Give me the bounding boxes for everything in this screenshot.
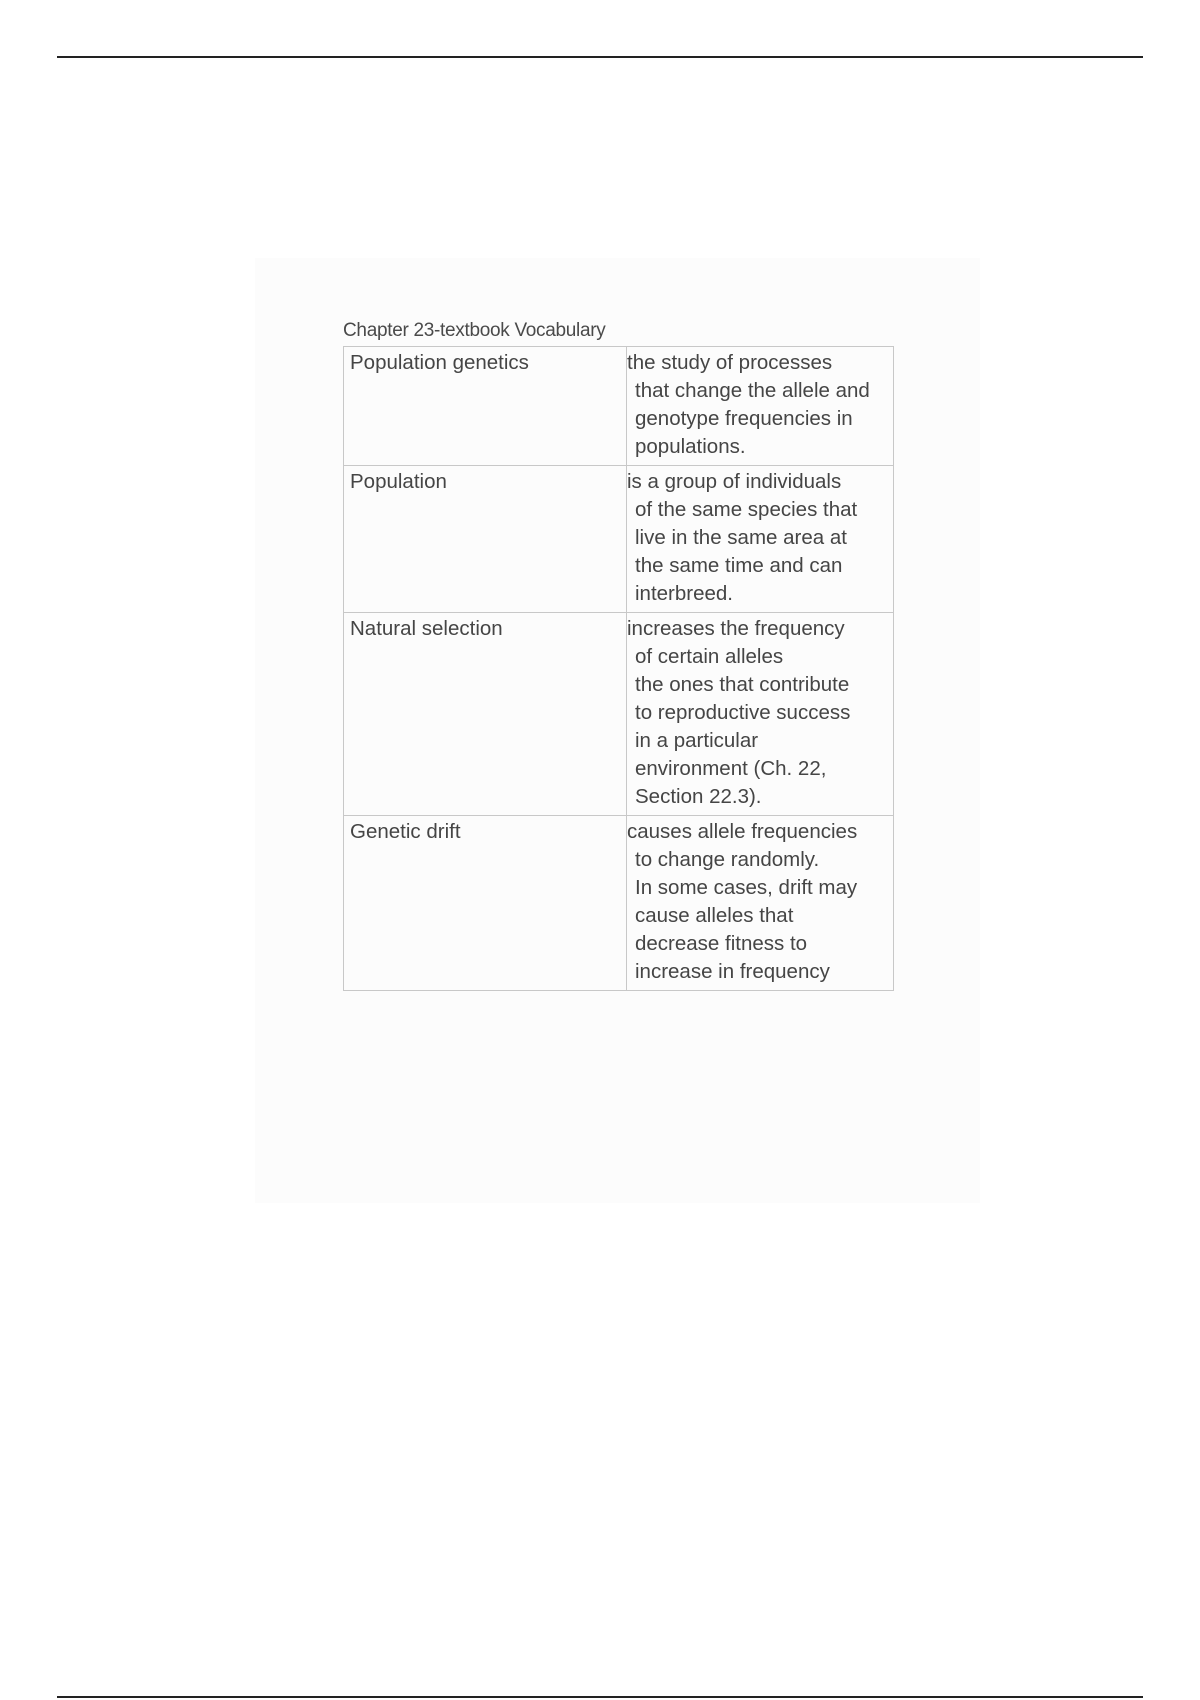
top-rule	[57, 56, 1143, 58]
definition-line: interbreed.	[635, 582, 734, 605]
definition-line: Section 22.3).	[635, 785, 762, 808]
definition-line: decrease fitness to	[635, 932, 808, 955]
definition-line: of certain alleles	[635, 645, 784, 668]
table-row	[344, 816, 894, 991]
definition-line: the ones that contribute	[635, 673, 850, 696]
table-row	[344, 347, 894, 466]
definition-cell	[627, 466, 894, 613]
definition-line: to reproductive success	[635, 701, 851, 724]
definition-line: genotype frequencies in	[635, 407, 853, 430]
term-cell: Genetic drift	[344, 816, 627, 991]
definition-line: In some cases, drift may	[635, 876, 858, 899]
definition-line: increase in frequency	[635, 960, 830, 983]
definition-line: increases the frequency	[627, 617, 845, 640]
definition-line: to change randomly.	[635, 848, 820, 871]
table-caption: Chapter 23-textbook Vocabulary	[343, 320, 606, 341]
definition-cell	[627, 816, 894, 991]
definition-line: that change the allele and	[635, 379, 870, 402]
definition-line: is a group of individuals	[627, 470, 842, 493]
definition-line: the study of processes	[627, 351, 833, 374]
definition-line: causes allele frequencies	[627, 820, 858, 843]
definition-line: in a particular	[635, 729, 759, 752]
table-row	[344, 466, 894, 613]
definition-line: populations.	[635, 435, 746, 458]
term-cell: Population genetics	[344, 347, 627, 466]
definition-line: cause alleles that	[635, 904, 794, 927]
term-cell: Population	[344, 466, 627, 613]
definition-line: of the same species that	[635, 498, 858, 521]
definition-line: environment (Ch. 22,	[635, 757, 827, 780]
term-cell: Natural selection	[344, 613, 627, 816]
vocabulary-table	[343, 346, 894, 991]
definition-line: live in the same area at	[635, 526, 847, 549]
definition-cell	[627, 613, 894, 816]
definition-cell	[627, 347, 894, 466]
table-row	[344, 613, 894, 816]
definition-line: the same time and can	[635, 554, 843, 577]
bottom-rule	[57, 1696, 1143, 1698]
